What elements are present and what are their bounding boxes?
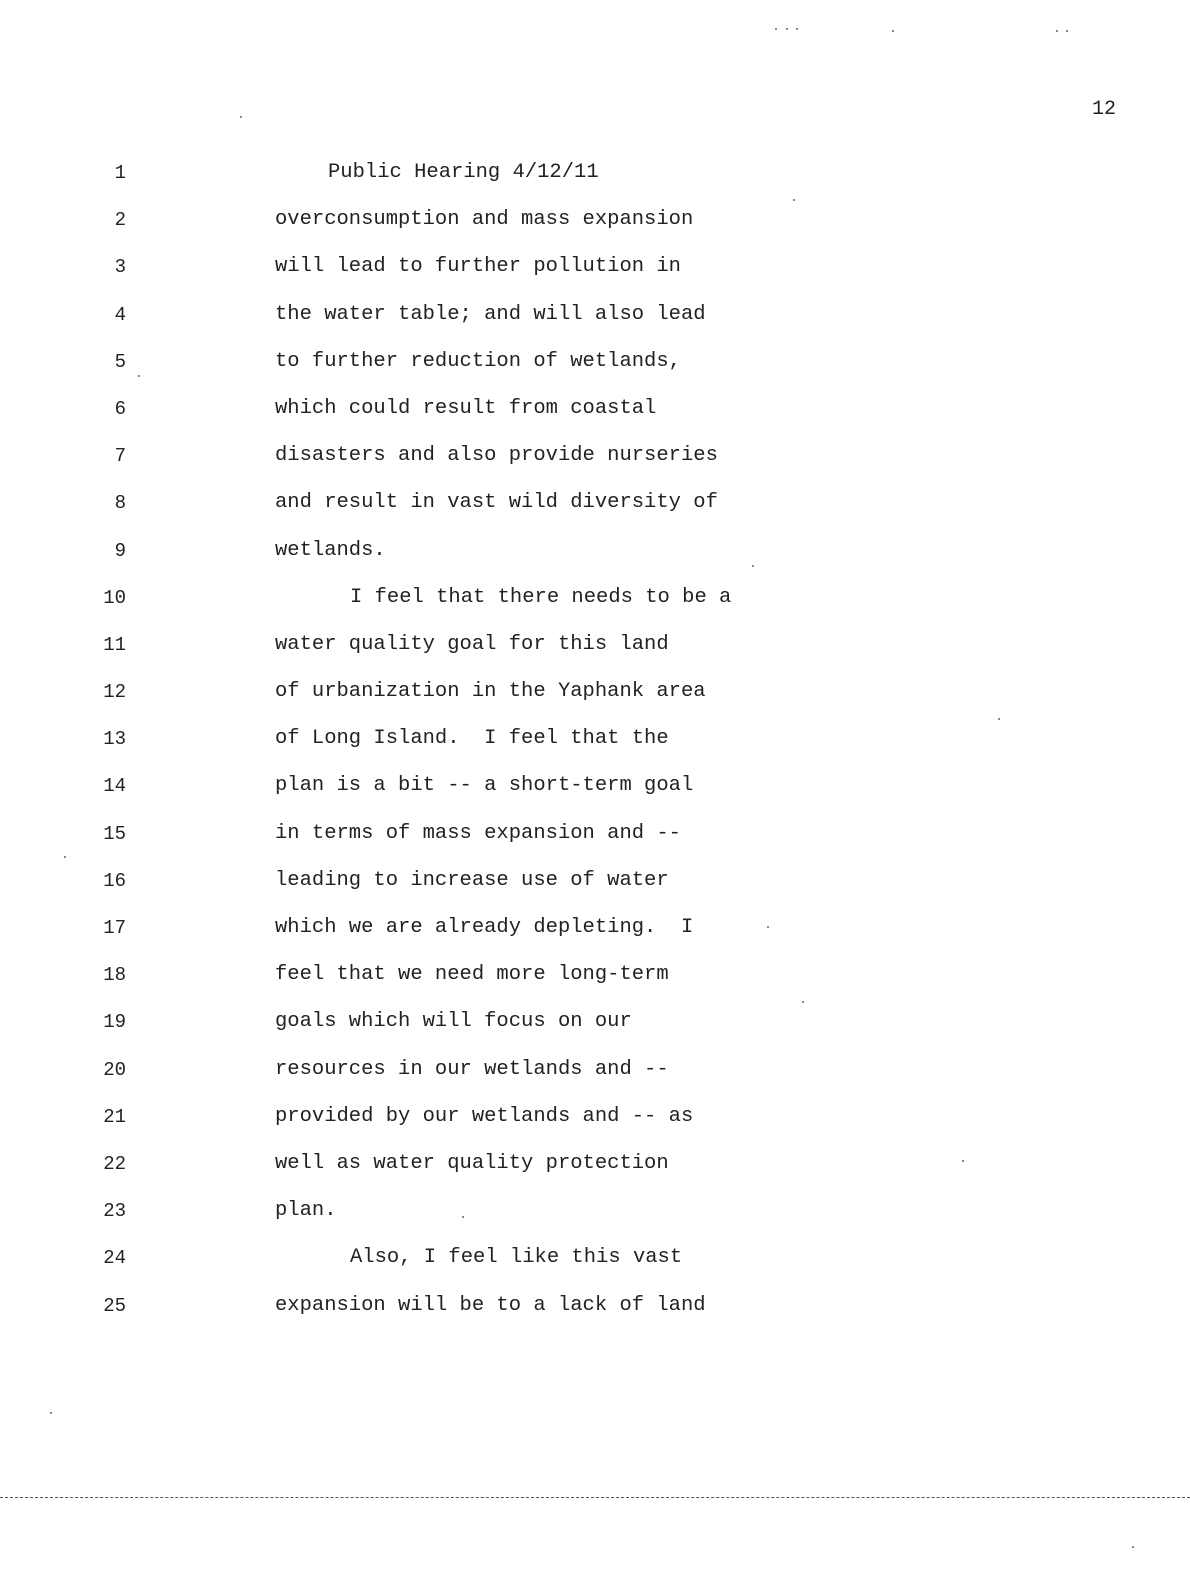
line-number: 12 — [103, 681, 126, 704]
line-number: 20 — [103, 1058, 126, 1081]
transcript-line — [0, 1198, 1190, 1245]
transcript-line — [0, 302, 1190, 349]
line-number: 19 — [103, 1011, 126, 1034]
scan-speck — [50, 1412, 52, 1414]
line-text: water quality goal for this land — [275, 632, 669, 656]
line-text: the water table; and will also lead — [275, 302, 706, 326]
transcript-line — [0, 490, 1190, 537]
scan-speck — [240, 116, 242, 118]
line-text: Also, I feel like this vast — [350, 1246, 683, 1270]
line-number: 23 — [103, 1200, 126, 1223]
transcript-line — [0, 1293, 1190, 1340]
line-number: 2 — [114, 209, 126, 232]
transcript-line — [0, 962, 1190, 1009]
line-text: which could result from coastal — [275, 396, 657, 420]
line-number: 25 — [103, 1294, 126, 1317]
scan-speck — [752, 565, 754, 567]
transcript-line — [0, 679, 1190, 726]
transcript-line — [0, 821, 1190, 868]
transcript-line — [0, 1245, 1190, 1292]
line-text: of Long Island. I feel that the — [275, 727, 669, 751]
page-number: 12 — [1091, 98, 1116, 121]
line-text: of urbanization in the Yaphank area — [275, 680, 706, 704]
transcript-line — [0, 1104, 1190, 1151]
transcript-line — [0, 1151, 1190, 1198]
line-text: I feel that there needs to be a — [350, 585, 732, 609]
line-text: plan is a bit -- a short-term goal — [275, 774, 694, 798]
scan-speck — [775, 28, 777, 30]
transcript-line — [0, 585, 1190, 632]
line-number: 13 — [103, 728, 126, 751]
line-number: 14 — [103, 775, 126, 798]
scan-speck — [786, 28, 788, 30]
line-number: 18 — [103, 964, 126, 987]
scan-speck — [64, 856, 66, 858]
line-text: expansion will be to a lack of land — [275, 1293, 706, 1317]
line-number: 5 — [114, 350, 126, 373]
transcript-line — [0, 254, 1190, 301]
line-text: plan. — [275, 1199, 337, 1223]
line-text: in terms of mass expansion and -- — [275, 821, 681, 845]
scan-speck — [793, 199, 795, 201]
line-number: 21 — [103, 1105, 126, 1128]
line-number: 4 — [114, 303, 126, 326]
scan-speck — [796, 28, 798, 30]
transcript-line — [0, 726, 1190, 773]
transcript-line — [0, 868, 1190, 915]
line-number: 24 — [103, 1247, 126, 1270]
line-number: 6 — [114, 397, 126, 420]
transcript-line — [0, 632, 1190, 679]
line-number: 15 — [103, 822, 126, 845]
line-number: 16 — [103, 869, 126, 892]
transcript-line — [0, 773, 1190, 820]
line-number: 7 — [114, 445, 126, 468]
line-text: well as water quality protection — [275, 1151, 669, 1175]
line-number: 3 — [114, 256, 126, 279]
scan-speck — [767, 926, 769, 928]
transcript-body — [0, 160, 1190, 1340]
line-text: overconsumption and mass expansion — [275, 208, 694, 232]
scan-speck — [1066, 30, 1068, 32]
scan-speck — [802, 1001, 804, 1003]
line-text: resources in our wetlands and -- — [275, 1057, 669, 1081]
line-text: will lead to further pollution in — [275, 255, 681, 279]
scan-speck — [892, 30, 894, 32]
scan-speck — [462, 1216, 464, 1218]
line-number: 11 — [103, 633, 126, 656]
line-text: and result in vast wild diversity of — [275, 491, 718, 515]
scan-speck — [1132, 1546, 1134, 1548]
running-header: Public Hearing 4/12/11 — [328, 161, 599, 184]
transcript-line — [0, 207, 1190, 254]
line-number: 17 — [103, 917, 126, 939]
line-text: provided by our wetlands and -- as — [275, 1104, 694, 1128]
line-number: 1 — [114, 162, 126, 184]
line-number: 9 — [114, 539, 126, 562]
transcript-line — [0, 538, 1190, 585]
line-number: 22 — [103, 1152, 126, 1175]
transcript-line — [0, 915, 1190, 962]
transcript-line — [0, 1009, 1190, 1056]
scan-speck — [998, 718, 1000, 720]
transcript-line — [0, 396, 1190, 443]
line-text: to further reduction of wetlands, — [275, 349, 681, 373]
transcript-line — [0, 443, 1190, 490]
transcript-line — [0, 1057, 1190, 1104]
line-text: wetlands. — [275, 538, 386, 562]
line-text: which we are already depleting. I — [275, 916, 694, 939]
transcript-line — [0, 160, 1190, 207]
line-text: leading to increase use of water — [275, 868, 669, 892]
line-number: 8 — [114, 492, 126, 515]
line-number: 10 — [103, 586, 126, 609]
line-text: feel that we need more long-term — [275, 963, 669, 987]
bottom-rule — [0, 1497, 1190, 1498]
scan-speck — [962, 1160, 964, 1162]
transcript-line — [0, 349, 1190, 396]
scan-speck — [138, 375, 140, 377]
scan-speck — [1056, 30, 1058, 32]
line-text: goals which will focus on our — [275, 1010, 632, 1034]
line-text: disasters and also provide nurseries — [275, 444, 718, 468]
